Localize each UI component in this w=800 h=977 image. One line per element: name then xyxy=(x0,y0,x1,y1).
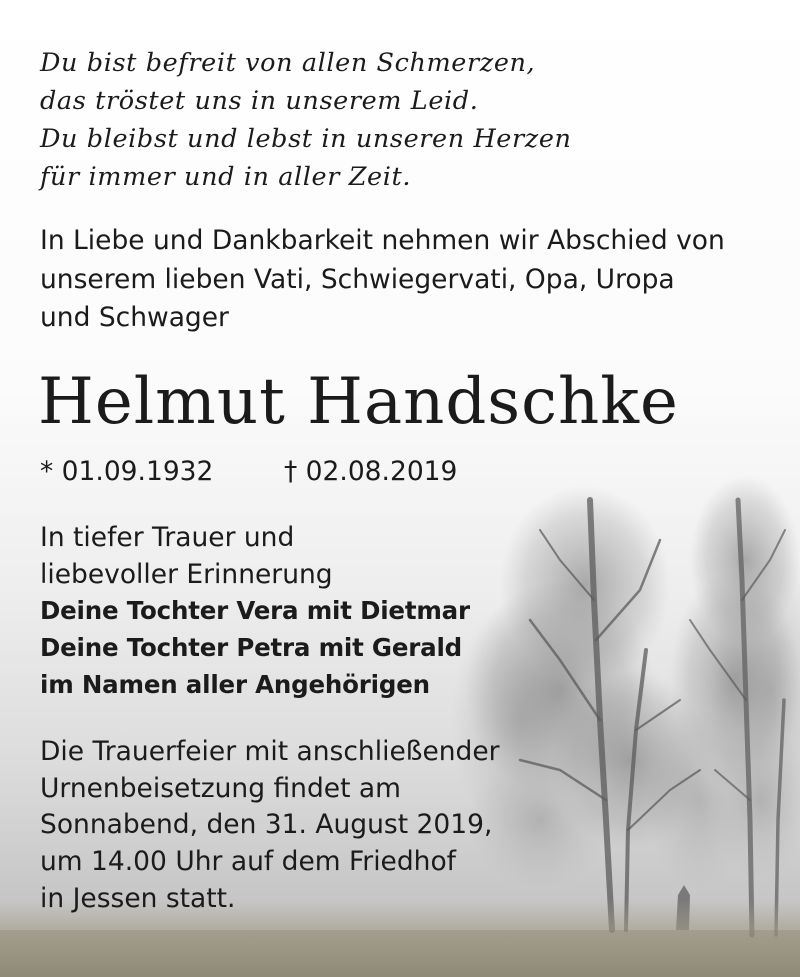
poem-line: für immer und in aller Zeit. xyxy=(40,162,412,192)
ceremony-line: Urnenbeisetzung findet am xyxy=(40,772,401,804)
intro-line: und Schwager xyxy=(40,302,229,333)
mourning-intro-line: liebevoller Erinnerung xyxy=(40,558,333,590)
intro-line: In Liebe und Dankbarkeit nehmen wir Abschied von xyxy=(40,225,725,256)
poem-line: Du bleibst und lebst in unseren Herzen xyxy=(40,124,572,154)
family-member: Deine Tochter Vera mit Dietmar xyxy=(40,596,470,626)
ceremony-line: Sonnabend, den 31. August 2019, xyxy=(40,809,493,841)
death-date: † 02.08.2019 xyxy=(284,456,458,487)
mourners-block xyxy=(40,520,470,704)
mourning-intro-line: In tiefer Trauer und xyxy=(40,522,295,553)
intro-line: unserem lieben Vati, Schwiegervati, Opa, Uropa xyxy=(40,263,675,295)
ceremony-line: in Jessen statt. xyxy=(40,882,236,914)
deceased-name: Helmut Handschke xyxy=(38,365,679,439)
memorial-poem xyxy=(40,44,572,196)
poem-line: das tröstet uns in unserem Leid. xyxy=(40,86,479,116)
poem-line: Du bist befreit von allen Schmerzen, xyxy=(40,48,536,78)
funeral-details xyxy=(40,734,500,918)
family-member: Deine Tochter Petra mit Gerald xyxy=(40,633,463,663)
ceremony-line: um 14.00 Uhr auf dem Friedhof xyxy=(40,846,457,878)
birth-date: * 01.09.1932 xyxy=(40,456,214,487)
family-member: im Namen aller Angehörigen xyxy=(40,669,430,699)
farewell-intro xyxy=(40,222,725,338)
ceremony-line: Die Trauerfeier mit anschließender xyxy=(40,736,500,767)
